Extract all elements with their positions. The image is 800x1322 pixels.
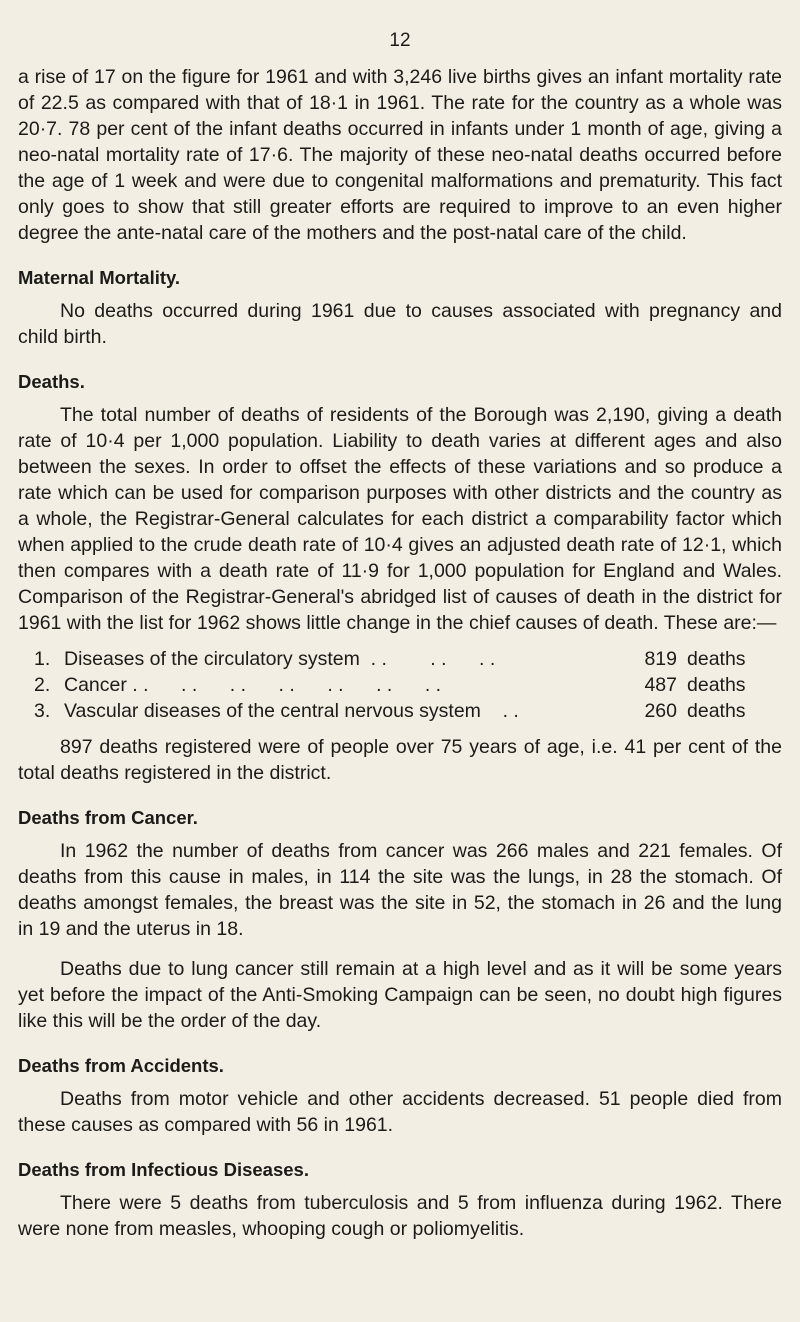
cause-unit: deaths [687,674,746,696]
maternal-mortality-text: No deaths occurred during 1961 due to causes associated with pregnancy and child birth. [18,300,782,348]
cause-count: 487 [644,674,677,696]
cause-label: Diseases of the circulatory system . . . . . . [64,648,496,670]
accidents-heading: Deaths from Accidents. [18,1055,224,1076]
cause-number: 1. [34,648,51,670]
page-number: 12 [389,30,411,51]
cause-row [18,672,782,698]
cause-unit: deaths [687,700,746,722]
cause-row [18,646,782,672]
cause-label: Cancer . . . . . . . . . . . . . . [64,674,442,696]
cause-count: 260 [644,700,677,722]
deaths-heading: Deaths. [18,371,85,392]
cause-number: 2. [34,674,51,696]
over-75-text: 897 deaths registered were of people over 75 years of age, i.e. 41 per cent of the total deaths registered in the district. [18,736,782,784]
cause-number: 3. [34,700,51,722]
cancer-text-2: Deaths due to lung cancer still remain at a high level and as it will be some years yet before the impact of the Anti-Smoking Campaign can be seen, no doubt high figures like this will be the order of the day. [18,958,782,1032]
cause-row [18,698,782,724]
cause-unit: deaths [687,648,746,670]
deaths-text: The total number of deaths of residents of the Borough was 2,190, giving a death rate of 10·4 per 1,000 population. Liability to death varies at different ages and also between the sexes. In order to offset the effects of these variations and so produce a rate which can be used for comparison purposes with other districts and the country as a whole, the Registrar-General calculates for each district a comparability factor which when applied to the crude death rate of 10·4 gives an adjusted death rate of 12·1, which then compares with a death rate of 11·9 for 1,000 population for England and Wales. Comparison of the Registrar-General's abridged list of causes of death in the district for 1961 with the list for 1962 shows little change in the chief causes of death. These are:— [18,404,782,634]
intro-paragraph: a rise of 17 on the figure for 1961 and with 3,246 live births gives an infant mortality rate of 22.5 as compared with that of 18·1 in 1961. The rate for the country as a whole was 20·7. 78 per cent of the infant deaths occurred in infants under 1 month of age, giving a neo-natal mortality rate of 17·6. The majority of these neo-natal deaths occurred before the age of 1 week and were due to congenital malformations and prematurity. This fact only goes to show that still greater efforts are required to improve to an even higher degree the ante-natal care of the mothers and the post-natal care of the child. [18,66,782,244]
cause-label: Vascular diseases of the central nervous system . . [64,700,519,722]
infectious-heading: Deaths from Infectious Diseases. [18,1159,309,1180]
infectious-text: There were 5 deaths from tuberculosis and 5 from influenza during 1962. There were none from measles, whooping cough or poliomyelitis. [18,1192,782,1240]
maternal-mortality-heading: Maternal Mortality. [18,267,181,288]
cancer-heading: Deaths from Cancer. [18,807,198,828]
cancer-text-1: In 1962 the number of deaths from cancer was 266 males and 221 females. Of deaths from this cause in males, in 114 the site was the lungs, in 28 the stomach. Of deaths amongst females, the breast was the site in 52, the stomach in 26 and the lung in 19 and the uterus in 18. [18,840,782,940]
accidents-text: Deaths from motor vehicle and other accidents decreased. 51 people died from these causes as compared with 56 in 1961. [18,1088,782,1136]
cause-count: 819 [644,648,677,670]
causes-of-death-list [18,646,782,724]
